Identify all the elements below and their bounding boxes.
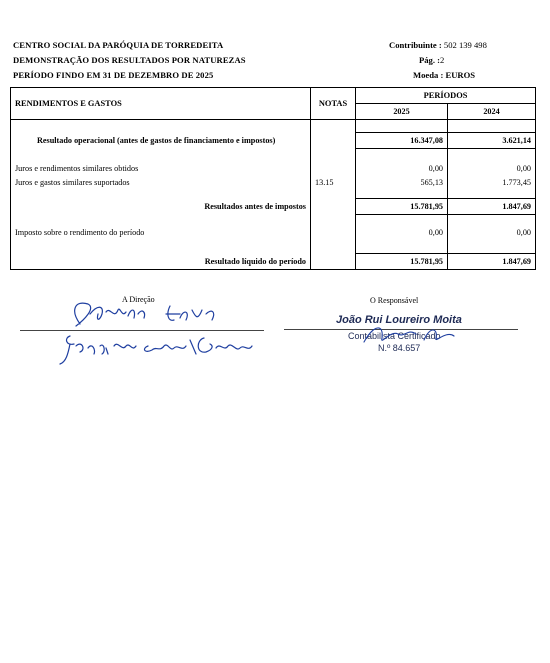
- institution-name: CENTRO SOCIAL DA PARÓQUIA DE TORREDEITA: [13, 40, 224, 50]
- row-value-2024: 1.847,69: [448, 254, 536, 270]
- handwritten-signature-3: [354, 320, 474, 350]
- row-value-2024: 1.847,69: [448, 199, 536, 215]
- page-number: Pág. :2: [419, 55, 445, 65]
- responsavel-label: O Responsável: [370, 296, 419, 305]
- row-value-2025: 15.781,95: [356, 254, 448, 270]
- row-value-2024: 0,00: [448, 226, 536, 240]
- column-header-notas: NOTAS: [311, 88, 356, 120]
- income-statement-table: [10, 87, 536, 270]
- row-label: Resultado operacional (antes de gastos de financiamento e impostos): [11, 133, 311, 149]
- row-nota: [311, 162, 356, 176]
- table-row: [11, 199, 536, 215]
- row-nota: 13.15: [311, 176, 356, 190]
- row-nota: [311, 254, 356, 270]
- contribuinte: Contribuinte : 502 139 498: [389, 40, 487, 50]
- row-value-2024: 1.773,45: [448, 176, 536, 190]
- responsavel-name: João Rui Loureiro Moita: [336, 314, 462, 326]
- row-value-2024: 3.621,14: [448, 133, 536, 149]
- column-header-year-current: 2025: [356, 104, 448, 120]
- row-value-2025: 0,00: [356, 162, 448, 176]
- row-value-2024: 0,00: [448, 162, 536, 176]
- table-row: [11, 254, 536, 270]
- row-value-2025: 16.347,08: [356, 133, 448, 149]
- direcao-signature-line: [20, 330, 264, 331]
- document-header: [13, 38, 246, 83]
- responsavel-title: Contabilista Certificado: [348, 331, 441, 341]
- row-label: Resultados antes de impostos: [11, 199, 311, 215]
- row-label: Juros e rendimentos similares obtidos: [11, 162, 311, 176]
- column-header-year-previous: 2024: [448, 104, 536, 120]
- column-header-rendimentos: RENDIMENTOS E GASTOS: [11, 88, 311, 120]
- row-nota: [311, 199, 356, 215]
- column-header-periodos: PERÍODOS: [356, 88, 536, 104]
- direcao-label: A Direção: [122, 295, 155, 304]
- handwritten-signature-2: [56, 332, 276, 366]
- row-value-2025: 565,13: [356, 176, 448, 190]
- row-nota: [311, 133, 356, 149]
- row-label: Resultado líquido do período: [11, 254, 311, 270]
- table-row: [11, 133, 536, 149]
- row-label: Imposto sobre o rendimento do período: [11, 226, 311, 240]
- document-meta: [389, 38, 487, 83]
- table-row: [11, 176, 536, 190]
- statement-title: DEMONSTRAÇÃO DOS RESULTADOS POR NATUREZAS: [13, 55, 246, 65]
- row-value-2025: 15.781,95: [356, 199, 448, 215]
- handwritten-signature-1: [40, 300, 250, 330]
- table-row: [11, 162, 536, 176]
- row-value-2025: 0,00: [356, 226, 448, 240]
- row-nota: [311, 226, 356, 240]
- table-row: [11, 226, 536, 240]
- row-label: Juros e gastos similares suportados: [11, 176, 311, 190]
- currency: Moeda : EUROS: [413, 70, 476, 80]
- table-header-row: [11, 88, 536, 104]
- period-title: PERÍODO FINDO EM 31 DE DEZEMBRO DE 2025: [13, 70, 214, 80]
- responsavel-number: N.º 84.657: [378, 343, 421, 353]
